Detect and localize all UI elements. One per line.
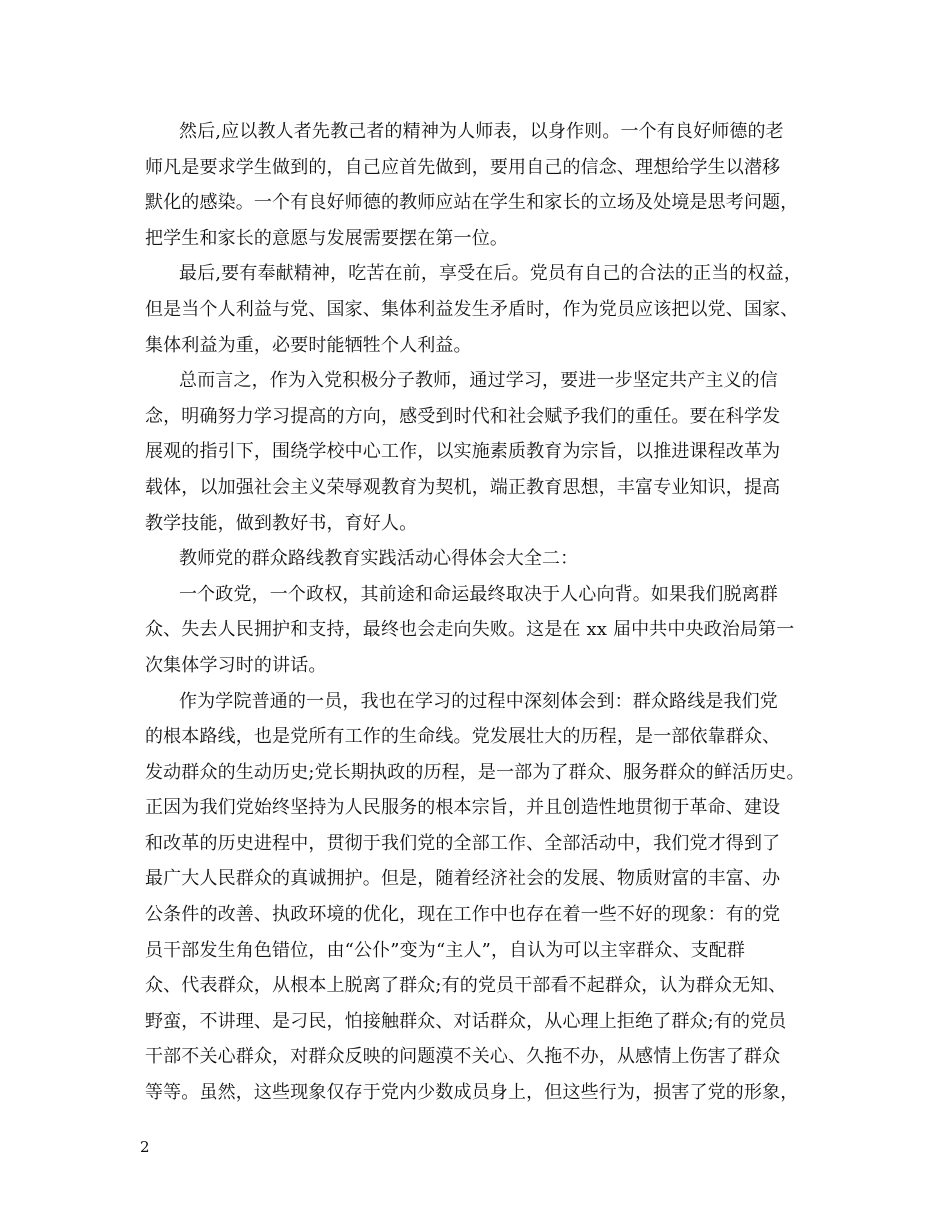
text-line: 念，明确努力学习提高的方向，感受到时代和社会赋予我们的重任。要在科学发 (145, 405, 781, 427)
text-line: 然后,应以教人者先教己者的精神为人师表，以身作则。一个有良好师德的老 (179, 121, 784, 142)
text-line: 和改革的历史进程中，贯彻于我们党的全部工作、全部活动中，我们党才得到了 (145, 832, 781, 854)
text-line: 干部不关心群众，对群众反映的问题漠不关心、久拖不办，从感情上伤害了群众 (145, 1046, 781, 1068)
text-line: 最后,要有奉献精神，吃苦在前，享受在后。党员有自己的合法的正当的权益， (179, 263, 802, 285)
text-line: 一个政党，一个政权，其前途和命运最终取决于人心向背。如果我们脱离群 (179, 583, 778, 605)
text-line: 集体利益为重，必要时能牺牲个人利益。 (145, 334, 472, 356)
text-line: 默化的感染。一个有良好师德的教师应站在学生和家长的立场及处境是思考问题， (145, 192, 799, 214)
text-line: 众、代表群众，从根本上脱离了群众;有的党员干部看不起群众，认为群众无知、 (145, 975, 787, 997)
text-line: 次集体学习时的讲话。 (145, 654, 327, 676)
text-line: 等等。虽然，这些现象仅存于党内少数成员身上，但这些行为，损害了党的形象， (145, 1082, 799, 1104)
text-line: 总而言之，作为入党积极分子教师，通过学习，要进一步坚定共产主义的信 (179, 370, 778, 392)
text-line: 把学生和家长的意愿与发展需要摆在第一位。 (145, 227, 508, 249)
text-line: 作为学院普通的一员，我也在学习的过程中深刻体会到：群众路线是我们党 (179, 690, 778, 712)
text-line: 但是当个人利益与党、国家、集体利益发生矛盾时，作为党员应该把以党、国家、 (145, 298, 799, 320)
section-heading: 教师党的群众路线教育实践活动心得体会大全二： (179, 548, 579, 570)
text-line: 发动群众的生动历史;党长期执政的历程，是一部为了群众、服务群众的鲜活历史。 (145, 761, 805, 783)
text-line: 载体，以加强社会主义荣辱观教育为契机，端正教育思想，丰富专业知识，提高 (145, 476, 781, 498)
text-line: 野蛮，不讲理、是刁民，怕接触群众、对话群众，从心理上拒绝了群众;有的党员 (145, 1010, 787, 1032)
text-line: 教学技能，做到教好书，育好人。 (145, 512, 418, 534)
text-line: 师凡是要求学生做到的，自己应首先做到，要用自己的信念、理想给学生以潜移 (145, 156, 781, 178)
page-number: 2 (140, 1138, 150, 1156)
text-line: 众、失去人民拥护和支持，最终也会走向失败。这是在 xx 届中共中央政治局第一 (145, 619, 795, 641)
document-body (145, 114, 828, 1111)
text-line: 公条件的改善、执政环境的优化，现在工作中也存在着一些不好的现象：有的党 (145, 904, 781, 926)
text-line: 展观的指引下，围绕学校中心工作，以实施素质教育为宗旨，以推进课程改革为 (145, 441, 781, 463)
text-line: 员干部发生角色错位，由“公仆”变为“主人”，自认为可以主宰群众、支配群 (145, 939, 746, 961)
text-line: 最广大人民群众的真诚拥护。但是，随着经济社会的发展、物质财富的丰富、办 (145, 868, 781, 890)
text-line: 正因为我们党始终坚持为人民服务的根本宗旨，并且创造性地贯彻于革命、建设 (145, 797, 781, 819)
text-line: 的根本路线，也是党所有工作的生命线。党发展壮大的历程，是一部依靠群众、 (145, 726, 781, 748)
